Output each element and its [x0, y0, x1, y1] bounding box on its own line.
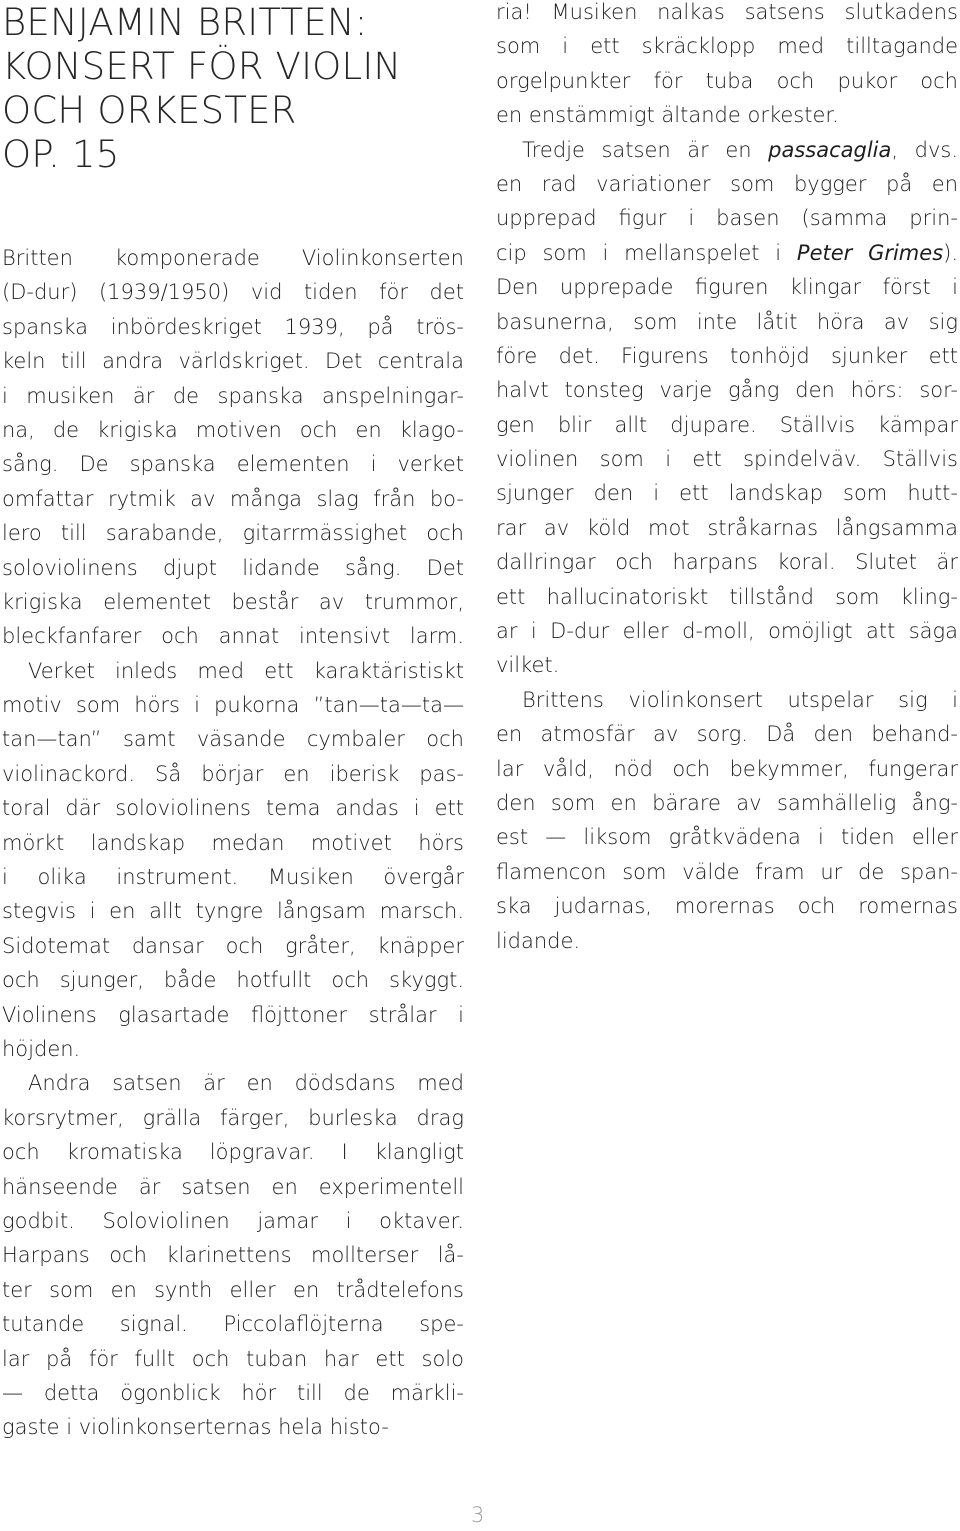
text-line: Violinens glasartade flöjttoner strålar i [2, 1002, 464, 1027]
text-line: na, de krigiska motiven och en klago- [2, 417, 464, 442]
text-line: Harpans och klarinettens mollterser lå- [2, 1243, 464, 1268]
text-line: upprepad figur i basen (samma prin- [496, 206, 958, 231]
text-line: rar av köld mot stråkarnas långsamma [496, 515, 958, 540]
text-line: est — liksom gråtkvädena i tiden eller [496, 825, 958, 850]
text-line: ska judarnas, morernas och romernas [496, 894, 958, 919]
page-number: 3 [471, 1503, 485, 1527]
text-line: violinackord. Så börjar en iberisk pas- [2, 761, 464, 786]
text-line: före det. Figurens tonhöjd sjunker ett [496, 343, 958, 368]
text-line: och sjunger, både hotfullt och skyggt. [2, 968, 464, 993]
text-line: violinen som i ett spindelväv. Ställvis [496, 447, 958, 472]
text-line: Andra satsen är en dödsdans med [28, 1071, 464, 1096]
text-line: omfattar rytmik av många slag från bo- [2, 486, 464, 511]
text-line: gaste i violinkonserternas hela histo- [2, 1415, 389, 1440]
text-line: godbit. Soloviolinen jamar i oktaver. [2, 1208, 464, 1233]
text-line: en atmosfär av sorg. Då den behand- [496, 722, 958, 747]
left-body-text [2, 241, 464, 1445]
text-line: Brittens violinkonsert utspelar sig i [522, 687, 958, 712]
text-line: motiv som hörs i pukorna ”tan—ta—ta— [2, 693, 464, 718]
title-line: BENJAMIN BRITTEN: [2, 1, 368, 44]
text-line: lar på för fullt och tuban har ett solo [2, 1346, 464, 1371]
text-line: ria! Musiken nalkas satsens slutkadens [496, 0, 958, 24]
text-line: keln till andra världskriget. Det centrala [2, 349, 464, 374]
left-column [2, 0, 464, 1445]
text-line: ter som en synth eller en trådtelefons [2, 1277, 464, 1302]
text-line: en enstämmigt ältande orkester. [496, 103, 839, 128]
text-line: orgelpunkter för tuba och pukor och [496, 68, 958, 93]
text-line: lero till sarabande, gitarrmässighet och [2, 521, 464, 546]
text-line: lar våld, nöd och bekymmer, fungerar [496, 756, 958, 781]
title-line: OCH ORKESTER [2, 89, 297, 132]
text-line: halvt tonsteg varje gång den hörs: sor- [496, 378, 958, 403]
text-line: flamencon som välde fram ur de span- [496, 859, 958, 884]
text-line: bleckfanfarer och annat intensivt larm. [2, 624, 464, 649]
text-line: och kromatiska löpgravar. I klangligt [2, 1140, 464, 1165]
text-line: lidande. [496, 928, 581, 953]
text-line: Britten komponerade Violinkonserten [2, 246, 464, 270]
text-line: Den upprepade figuren klingar först i [496, 275, 958, 300]
text-line: soloviolinens djupt lidande sång. Det [2, 555, 464, 580]
text-line: en rad variationer som bygger på en [496, 171, 958, 196]
text-line: vilket. [496, 653, 560, 678]
text-line: hänseende är satsen en experimentell [2, 1174, 464, 1199]
text-line: Tredje satsen är en passacaglia, dvs. [522, 137, 958, 162]
text-line: mörkt landskap medan motivet hörs [2, 830, 464, 855]
title-line: KONSERT FÖR VIOLIN [2, 45, 402, 88]
text-line: tan—tan” samt väsande cymbaler och [2, 727, 464, 752]
text-line: toral där soloviolinens tema andas i ett [2, 796, 464, 821]
right-body-text [496, 0, 958, 958]
text-line: krigiska elementet består av trummor, [2, 589, 464, 614]
page-title [2, 0, 464, 177]
text-line: som i ett skräcklopp med tilltagande [496, 34, 958, 59]
text-line: — detta ögonblick hör till de märkli- [2, 1380, 464, 1405]
text-line: i musiken är de spanska anspelningar- [2, 383, 464, 408]
text-line: den som en bärare av samhällelig ång- [496, 790, 958, 815]
text-line: ett hallucinatoriskt tillstånd som kling- [496, 584, 958, 609]
text-line: i olika instrument. Musiken övergår [2, 865, 464, 890]
title-line: OP. 15 [2, 133, 120, 176]
text-line: tutande signal. Piccolaflöjterna spe- [2, 1312, 464, 1337]
text-line: Verket inleds med ett karaktäristiskt [28, 658, 464, 683]
text-line: höjden. [2, 1036, 81, 1061]
text-line: stegvis i en allt tyngre långsam marsch. [2, 899, 464, 924]
text-line: (D-dur) (1939/1950) vid tiden för det [2, 280, 464, 305]
right-column [496, 0, 958, 958]
text-line: sjunger den i ett landskap som hutt- [496, 481, 958, 506]
text-line: gen blir allt djupare. Ställvis kämpar [496, 412, 958, 437]
text-line: spanska inbördeskriget 1939, på trös- [2, 314, 464, 339]
text-line: cip som i mellanspelet i Peter Grimes). [496, 240, 959, 265]
text-line: basunerna, som inte låtit höra av sig [496, 309, 958, 334]
text-line: sång. De spanska elementen i verket [2, 452, 464, 477]
text-line: ar i D-dur eller d-moll, omöjligt att säga [496, 619, 958, 644]
text-line: dallringar och harpans koral. Slutet är [496, 550, 958, 575]
text-line: Sidotemat dansar och gråter, knäpper [2, 933, 464, 958]
text-line: korsrytmer, grälla färger, burleska drag [2, 1105, 464, 1130]
